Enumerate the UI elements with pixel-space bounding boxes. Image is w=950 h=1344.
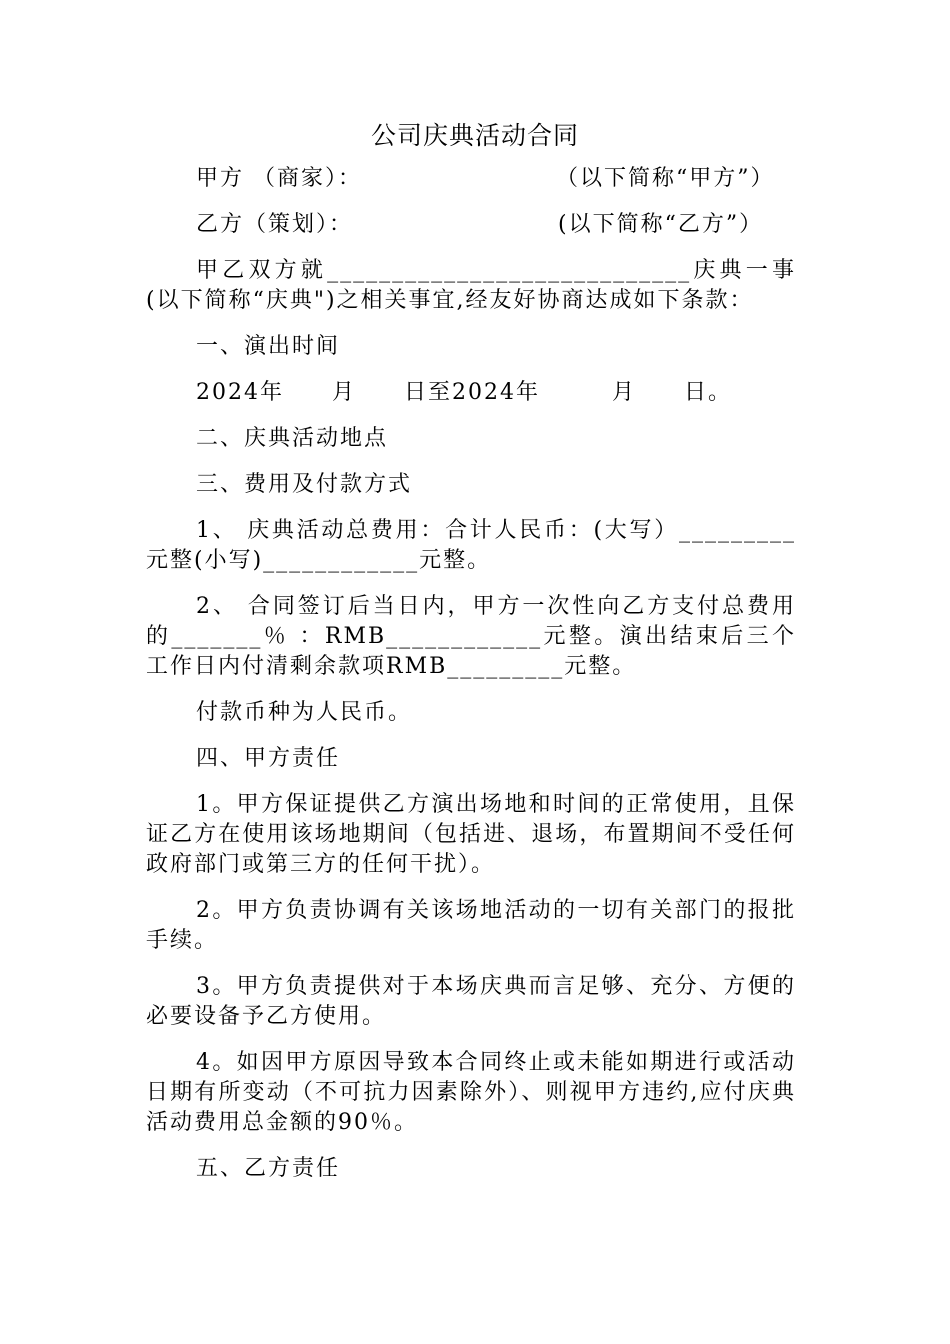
section-heading-fees: 三、费用及付款方式 xyxy=(196,472,413,497)
agreement-intro: 甲乙双方就____________________________庆典一事(以下简称“庆典")之相关事宜,经友好协商达成如下条款： xyxy=(146,258,796,313)
party-b-line: 乙方（策划）： (以下简称“乙方”） xyxy=(196,212,764,237)
document-body xyxy=(146,164,796,1200)
party-a-line: 甲方 （商家）： （以下简称“甲方”） xyxy=(196,166,775,191)
section-heading-performance-time: 一、演出时间 xyxy=(196,334,341,359)
fee-clause-1: 1、 庆典活动总费用：合计人民币：(大写）_________元整(小写)____________元整。 xyxy=(146,518,796,573)
party-a-duty-2: 2。甲方负责协调有关该场地活动的一切有关部门的报批手续。 xyxy=(146,898,796,953)
party-a-duty-3: 3。甲方负责提供对于本场庆典而言足够、充分、方便的必要设备予乙方使用。 xyxy=(146,974,796,1029)
fee-clause-2: 2、 合同签订后当日内，甲方一次性向乙方支付总费用的_______％ ：RMB____________元整。演出结束后三个工作日内付清剩余款项RMB_________元整。 xyxy=(146,594,796,679)
performance-date-line: 2024年 月 日至2024年 月 日。 xyxy=(196,380,732,405)
section-heading-venue: 二、庆典活动地点 xyxy=(196,426,389,451)
party-a-duty-1: 1。甲方保证提供乙方演出场地和时间的正常使用，且保证乙方在使用该场地期间（包括进、退场，布置期间不受任何政府部门或第三方的任何干扰）。 xyxy=(146,792,796,877)
section-heading-party-b-duties: 五、乙方责任 xyxy=(196,1156,341,1181)
section-heading-party-a-duties: 四、甲方责任 xyxy=(196,746,341,771)
document-title: 公司庆典活动合同 xyxy=(370,121,579,150)
party-a-duty-4: 4。如因甲方原因导致本合同终止或未能如期进行或活动日期有所变动（不可抗力因素除外）、则视甲方违约,应付庆典活动费用总金额的90％。 xyxy=(146,1050,796,1135)
currency-line: 付款币种为人民币。 xyxy=(196,700,413,725)
